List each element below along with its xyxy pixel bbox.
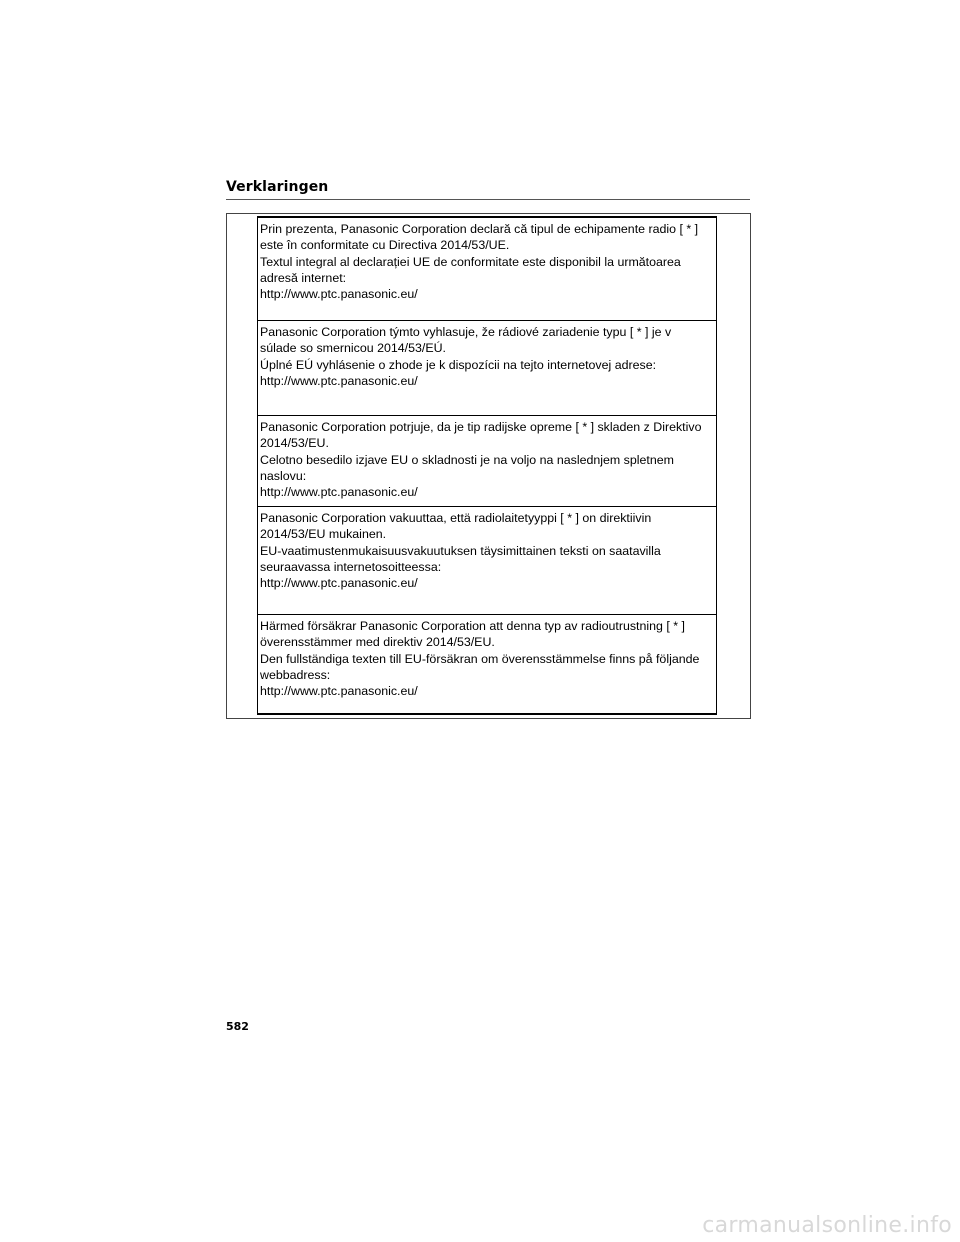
declaration-url: http://www.ptc.panasonic.eu/ xyxy=(260,576,418,591)
declaration-url: http://www.ptc.panasonic.eu/ xyxy=(260,485,418,500)
declaration-line: naslovu: xyxy=(260,468,307,483)
page-number: 582 xyxy=(226,1020,249,1033)
declaration-block-sl xyxy=(257,415,717,507)
declaration-line: adresă internet: xyxy=(260,270,347,285)
declaration-line: este în conformitate cu Directiva 2014/53/UE. xyxy=(260,238,510,253)
declaration-line: överensstämmer med direktiv 2014/53/EU. xyxy=(260,635,495,650)
declaration-line: 2014/53/EU mukainen. xyxy=(260,527,387,542)
declaration-line: Panasonic Corporation vakuuttaa, että radiolaitetyyppi [ * ] on direktiivin xyxy=(260,511,652,525)
declaration-line: Härmed försäkrar Panasonic Corporation att denna typ av radioutrustning [ * ] xyxy=(260,619,685,633)
declaration-line: EU-vaatimustenmukaisuusvakuutuksen täysimittainen teksti on saatavilla xyxy=(260,543,661,558)
declaration-line: Panasonic Corporation potrjuje, da je tip radijske opreme [ * ] skladen z Direktivo xyxy=(260,420,702,434)
declaration-line: súlade so smernicou 2014/53/EÚ. xyxy=(260,341,446,356)
declaration-line: webbadress: xyxy=(260,667,331,682)
declaration-line: Textul integral al declarației UE de conformitate este disponibil la următoarea xyxy=(260,254,681,269)
declaration-block-ro xyxy=(257,216,717,321)
declaration-line: Panasonic Corporation týmto vyhlasuje, že rádiové zariadenie typu [ * ] je v xyxy=(260,325,672,339)
declaration-line: Celotno besedilo izjave EU o skladnosti je na voljo na naslednjem spletnem xyxy=(260,452,674,467)
section-heading: Verklaringen xyxy=(226,179,329,195)
declaration-line: Prin prezenta, Panasonic Corporation declară că tipul de echipamente radio [ * ] xyxy=(260,222,699,236)
declaration-line: Den fullständiga texten till EU-försäkran om överensstämmelse finns på följande xyxy=(260,651,700,666)
declaration-block-sv xyxy=(257,614,717,715)
declaration-line: 2014/53/EU. xyxy=(260,436,329,451)
declaration-url: http://www.ptc.panasonic.eu/ xyxy=(260,373,418,388)
declaration-url: http://www.ptc.panasonic.eu/ xyxy=(260,684,418,699)
watermark: carmanualsonline.info xyxy=(702,1213,952,1238)
declaration-block-fi xyxy=(257,506,717,615)
heading-divider xyxy=(226,199,750,200)
declaration-url: http://www.ptc.panasonic.eu/ xyxy=(260,287,418,302)
declaration-line: seuraavassa internetosoitteessa: xyxy=(260,559,442,574)
declaration-block-sk xyxy=(257,320,717,416)
declaration-line: Úplné EÚ vyhlásenie o zhode je k dispozícii na tejto internetovej adrese: xyxy=(260,357,657,372)
